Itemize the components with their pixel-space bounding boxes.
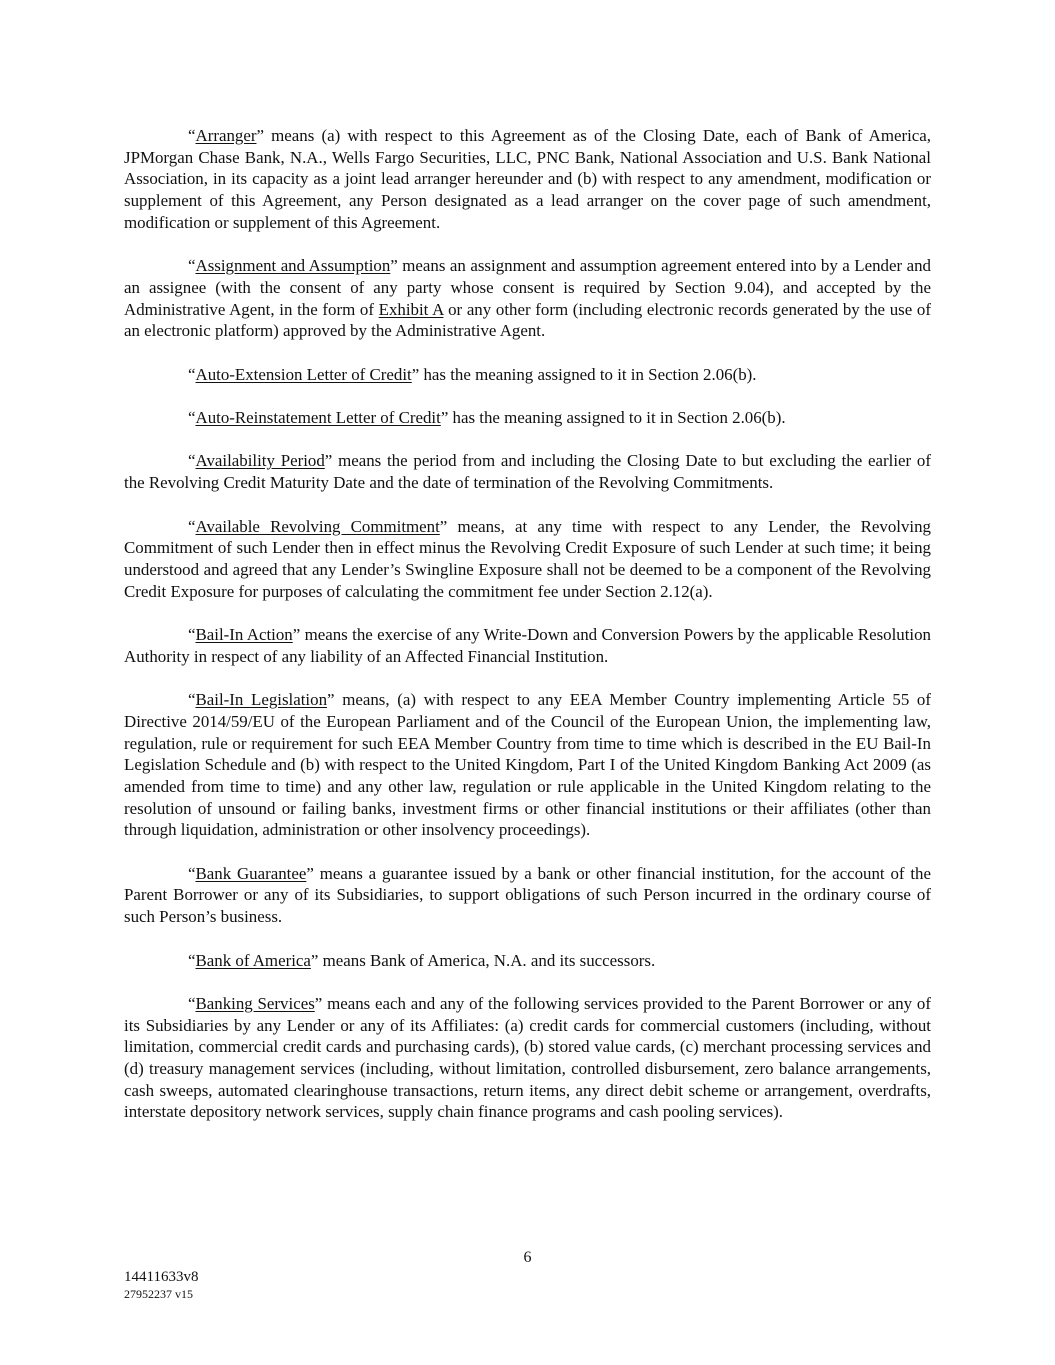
page-number: 6: [523, 1249, 532, 1266]
definition-text: means (a) with respect to this Agreement as of the Closing Date, each of Bank of America, JPMorgan Chase Bank, N.A., Wells Fargo Securities, LLC, PNC Bank, National Association and U.S. Bank National Association, in its capacity as a joint lead arranger hereunder and (b) with respect to any amendment, modification or supplement of this Agreement, any Person designated as a lead arranger on the cover page of such amendment, modification or supplement of this Agreement.: [124, 126, 931, 232]
definition-banking-services: “Banking Services” means each and any of the following services provided to the Parent Borrower or any of its Subsidiaries by any Lender or any of its Affiliates: (a) credit cards for commercial customers (including, without limitation, commercial credit cards and purchasing cards), (b) stored value cards, (c) merchant processing services and (d) treasury management services (including, without limitation, controlled disbursement, zero balance arrangements, cash sweeps, automated clearinghouse transactions, return items, any direct debit scheme or arrangement, overdrafts, interstate depository network services, supply chain finance programs and cash pooling services).: [124, 993, 931, 1122]
defined-term: Banking Services: [195, 993, 315, 1013]
definition-text: means, (a) with respect to any EEA Member Country implementing Article 55 of Directive 2014/59/EU of the European Parliament and of the Council of the European Union, the implementing law, regulation, rule or requirement for such EEA Member Country from time to time which is described in the EU Bail-In Legislation Schedule and (b) with respect to the United Kingdom, Part I of the United Kingdom Banking Act 2009 (as amended from time to time) and any other law, regulation or rule applicable in the United Kingdom relating to the resolution of unsound or failing banks, investment firms or other financial institutions or their affiliates (other than through liquidation, administration or other insolvency proceedings).: [124, 690, 932, 840]
definition-text: means, at any time with respect to any Lender, the Revolving Commitment of such Lender then in effect minus the Revolving Credit Exposure of such Lender at such time; it being understood and agreed that any Lender’s Swingline Exposure shall not be deemed to be a component of the Revolving Credit Exposure for purposes of calculating the commitment fee under Section 2.12(a).: [124, 516, 932, 601]
definition-bank-guarantee: “Bank Guarantee” means a guarantee issued by a bank or other financial institution, for the account of the Parent Borrower or any of its Subsidiaries, to support obligations of such Person incurred in the ordinary course of such Person’s business.: [124, 863, 931, 927]
definition-auto-extension-letter-of-credit: “Auto-Extension Letter of Credit” has the meaning assigned to it in Section 2.06(b).: [188, 364, 757, 384]
defined-term: Available Revolving Commitment: [195, 516, 440, 536]
document-id-primary: 14411633v8: [124, 1269, 199, 1285]
defined-term: Auto-Extension Letter of Credit: [195, 364, 412, 384]
definition-text: has the meaning assigned to it in Section 2.06(b).: [448, 408, 786, 428]
definition-bank-of-america: “Bank of America” means Bank of America, N.A. and its successors.: [188, 950, 656, 970]
defined-term: Bank of America: [195, 950, 311, 970]
defined-term: Bail-In Action: [195, 625, 293, 645]
defined-term: Arranger: [195, 126, 257, 145]
definition-text: means the period from and including the Closing Date to but excluding the earlier of the Revolving Credit Maturity Date and the date of termination of the Revolving Commitments.: [124, 451, 931, 493]
definition-auto-reinstatement-letter-of-credit: “Auto-Reinstatement Letter of Credit” has the meaning assigned to it in Section 2.06(b).: [188, 408, 786, 428]
definition-text: means each and any of the following services provided to the Parent Borrower or any of its Subsidiaries by any Lender or any of its Affiliates: (a) credit cards for commercial customers (including, without limitation, commercial credit cards and purchasing cards), (b) stored value cards, (c) merchant processing services and (d) treasury management services (including, without limitation, controlled disbursement, zero balance arrangements, cash sweeps, automated clearinghouse transactions, return items, any direct debit scheme or arrangement, overdrafts, interstate depository network services, supply chain finance programs and cash pooling services).: [124, 993, 931, 1122]
defined-term: Availability Period: [195, 451, 325, 471]
definition-text: means an assignment and assumption agreement entered into by a Lender and an assignee (with the consent of any party whose consent is required by Section 9.04), and accepted by the Administrative Agent, in the form of: [124, 256, 931, 319]
defined-term: Assignment and Assumption: [195, 256, 391, 276]
definition-text: means a guarantee issued by a bank or other financial institution, for the account of the Parent Borrower or any of its Subsidiaries, to support obligations of such Person incurred in the ordinary course of such Person’s business.: [124, 863, 931, 927]
exhibit-reference: Exhibit A: [378, 299, 444, 319]
defined-term: Bail-In Legislation: [195, 690, 328, 710]
definition-bail-in-legislation: “Bail-In Legislation” means, (a) with respect to any EEA Member Country implementing Article 55 of Directive 2014/59/EU of the European Parliament and of the Council of the European Union, the implementing law, regulation, rule or requirement for such EEA Member Country from time to time which is described in the EU Bail-In Legislation Schedule and (b) with respect to the United Kingdom, Part I of the United Kingdom Banking Act 2009 (as amended from time to time) and any other law, regulation or rule applicable in the United Kingdom relating to the resolution of unsound or failing banks, investment firms or other financial institutions or their affiliates (other than through liquidation, administration or other insolvency proceedings).: [124, 690, 932, 840]
definition-bail-in-action: “Bail-In Action” means the exercise of any Write-Down and Conversion Powers by the applicable Resolution Authority in respect of any liability of an Affected Financial Institution.: [124, 625, 931, 666]
definition-text: means Bank of America, N.A. and its successors.: [318, 950, 656, 970]
definition-arranger: “Arranger” means (a) with respect to this Agreement as of the Closing Date, each of Bank of America, JPMorgan Chase Bank, N.A., Wells Fargo Securities, LLC, PNC Bank, National Association and U.S. Bank National Association, in its capacity as a joint lead arranger hereunder and (b) with respect to any amendment, modification or supplement of this Agreement, any Person designated as a lead arranger on the cover page of such amendment, modification or supplement of this Agreement.: [124, 126, 931, 232]
definition-assignment-and-assumption: “Assignment and Assumption” means an assignment and assumption agreement entered into by a Lender and an assignee (with the consent of any party whose consent is required by Section 9.04), and accepted by the Administrative Agent, in the form of Exhibit A or any other form (including electronic records generated by the use of an electronic platform) approved by the Administrative Agent.: [124, 256, 931, 341]
definition-available-revolving-commitment: “Available Revolving Commitment” means, at any time with respect to any Lender, the Revolving Commitment of such Lender then in effect minus the Revolving Credit Exposure of such Lender at such time; it being understood and agreed that any Lender’s Swingline Exposure shall not be deemed to be a component of the Revolving Credit Exposure for purposes of calculating the commitment fee under Section 2.12(a).: [124, 516, 932, 601]
defined-term: Auto-Reinstatement Letter of Credit: [195, 408, 441, 428]
definition-text: or any other form (including electronic records generated by the use of an electronic platform) approved by the Administrative Agent.: [124, 299, 931, 341]
definition-text: has the meaning assigned to it in Section 2.06(b).: [419, 364, 757, 384]
definitions-section: [124, 125, 931, 1145]
definition-text: means the exercise of any Write-Down and Conversion Powers by the applicable Resolution Authority in respect of any liability of an Affected Financial Institution.: [124, 625, 931, 666]
document-id-secondary: 27952237 v15: [124, 1287, 193, 1301]
defined-term: Bank Guarantee: [195, 863, 307, 883]
definition-availability-period: “Availability Period” means the period from and including the Closing Date to but excluding the earlier of the Revolving Credit Maturity Date and the date of termination of the Revolving Commitments.: [124, 451, 931, 493]
